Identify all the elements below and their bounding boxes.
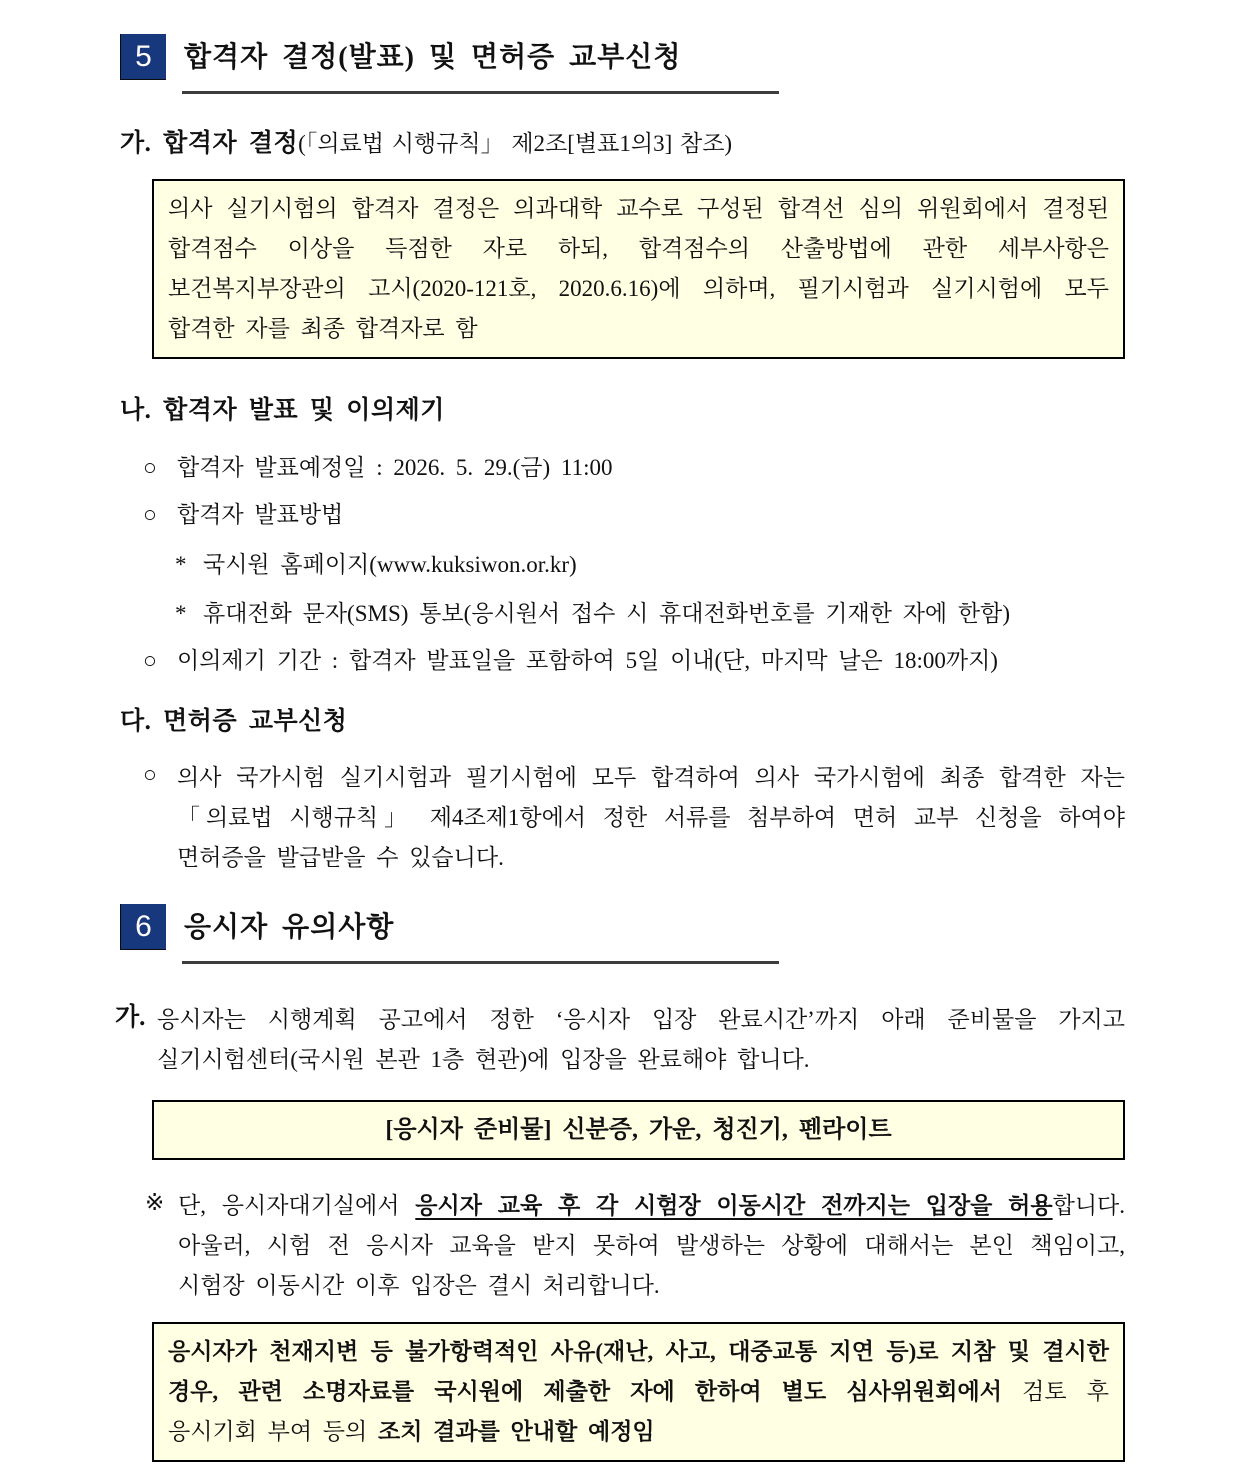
- section5-title: 합격자 결정(발표) 및 면허증 교부신청: [184, 42, 682, 73]
- bullet-announce-date: [143, 451, 1125, 484]
- entry-note-text: [178, 1186, 1125, 1306]
- absence-review-regular: 검토 후 응시기회 부여 등의: [168, 1378, 1110, 1444]
- pass-criteria-text: 의사 실기시험의 합격자 결정은 의과대학 교수로 구성된 합격선 심의 위원회에서 결정된 합격점수 이상을 득점한 자로 하되, 합격점수의 산출방법에 관한 세부사항은 보건복지부장관의 고시(2020-121호, 2020.6.16)에 의하며, 필기시험과 실기시험에 모두 합격한 자를 최종 합격자로 함: [168, 195, 1109, 341]
- absence-review-bold2: 조치 결과를 안내할 예정임: [378, 1418, 655, 1444]
- absence-review-box: [152, 1322, 1125, 1462]
- entry-note-suffix: 합니다. 아울러, 시험 전 응시자 교육을 받지 못하여 발생하는 상황에 대해서는 본인 책임이고, 시험장 이동시간 이후 입장은 결시 처리합니다.: [178, 1192, 1126, 1298]
- license-application-paragraph: [143, 758, 1125, 878]
- section6-title-underline: [182, 904, 779, 964]
- pass-criteria-box: [152, 179, 1125, 359]
- entry-note-emphasis: 응시자 교육 후 각 시험장 이동시간 전까지는 입장을 허용: [415, 1192, 1053, 1218]
- sub-bullet-website: [175, 548, 1125, 581]
- objection-period-text: 이의제기 기간 : 합격자 발표일을 포함하여 5일 이내(단, 마지막 날은 18:00까지): [177, 648, 998, 674]
- heading-license-application: 다. 면허증 교부신청: [120, 707, 348, 735]
- announce-date-text: 합격자 발표예정일 : 2026. 5. 29.(금) 11:00: [177, 455, 613, 481]
- section6-header: [120, 904, 1125, 964]
- website-text: 국시원 홈페이지(www.kuksiwon.or.kr): [203, 551, 577, 577]
- heading-announcement: 나. 합격자 발표 및 이의제기: [120, 396, 445, 424]
- section5-title-underline: [182, 34, 779, 94]
- section6-number-badge: 6: [120, 904, 166, 950]
- section6-title: 응시자 유의사항: [184, 912, 395, 944]
- sub-bullet-sms: [175, 597, 1125, 630]
- heading-pass-decision-note: (「의료법 시행규칙」 제2조[별표1의3] 참조): [298, 130, 733, 156]
- absence-review-bold1: 응시자가 천재지변 등 불가항력적인 사유(재난, 사고, 대중교통 지연 등)로 지참 및 결시한 경우, 관련 소명자료를 국시원에 제출한 자에 한하여 별도 심사위원회에서: [168, 1338, 1109, 1404]
- circle-bullet-icon: ○: [143, 502, 157, 528]
- section5-header: [120, 34, 1125, 94]
- heading-pass-decision: [120, 126, 1125, 162]
- asterisk-bullet-icon: *: [175, 601, 187, 627]
- circle-bullet-icon: ○: [143, 455, 157, 481]
- circle-bullet-icon: ○: [143, 762, 157, 788]
- bullet-objection-period: [143, 644, 1125, 677]
- supplies-text: [응시자 준비물] 신분증, 가운, 청진기, 펜라이트: [385, 1116, 892, 1143]
- entry-note-paragraph: [145, 1186, 1125, 1306]
- entry-paragraph-label: 가.: [115, 1003, 146, 1031]
- reference-mark-icon: ※: [145, 1189, 165, 1215]
- bullet-announce-method: [143, 498, 1125, 531]
- section5-number-badge: 5: [120, 34, 166, 80]
- heading-pass-decision-label: 가. 합격자 결정: [120, 129, 299, 157]
- entry-requirement-paragraph: [115, 1000, 1125, 1080]
- supplies-box: [152, 1100, 1125, 1160]
- entry-note-prefix: 단, 응시자대기실에서: [178, 1192, 416, 1218]
- entry-requirement-text: 응시자는 시행계획 공고에서 정한 ‘응시자 입장 완료시간’까지 아래 준비물을 가지고 실기시험센터(국시원 본관 1층 현관)에 입장을 완료해야 합니다.: [157, 1006, 1125, 1072]
- announce-method-text: 합격자 발표방법: [177, 502, 344, 528]
- license-application-text: 의사 국가시험 실기시험과 필기시험에 모두 합격하여 의사 국가시험에 최종 합격한 자는 「의료법 시행규칙」 제4조제1항에서 정한 서류를 첨부하여 면허 교부 신청을 하여야 면허증을 발급받을 수 있습니다.: [177, 765, 1125, 871]
- circle-bullet-icon: ○: [143, 648, 157, 674]
- asterisk-bullet-icon: *: [175, 551, 187, 577]
- sms-text: 휴대전화 문자(SMS) 통보(응시원서 접수 시 휴대전화번호를 기재한 자에 한함): [203, 601, 1010, 627]
